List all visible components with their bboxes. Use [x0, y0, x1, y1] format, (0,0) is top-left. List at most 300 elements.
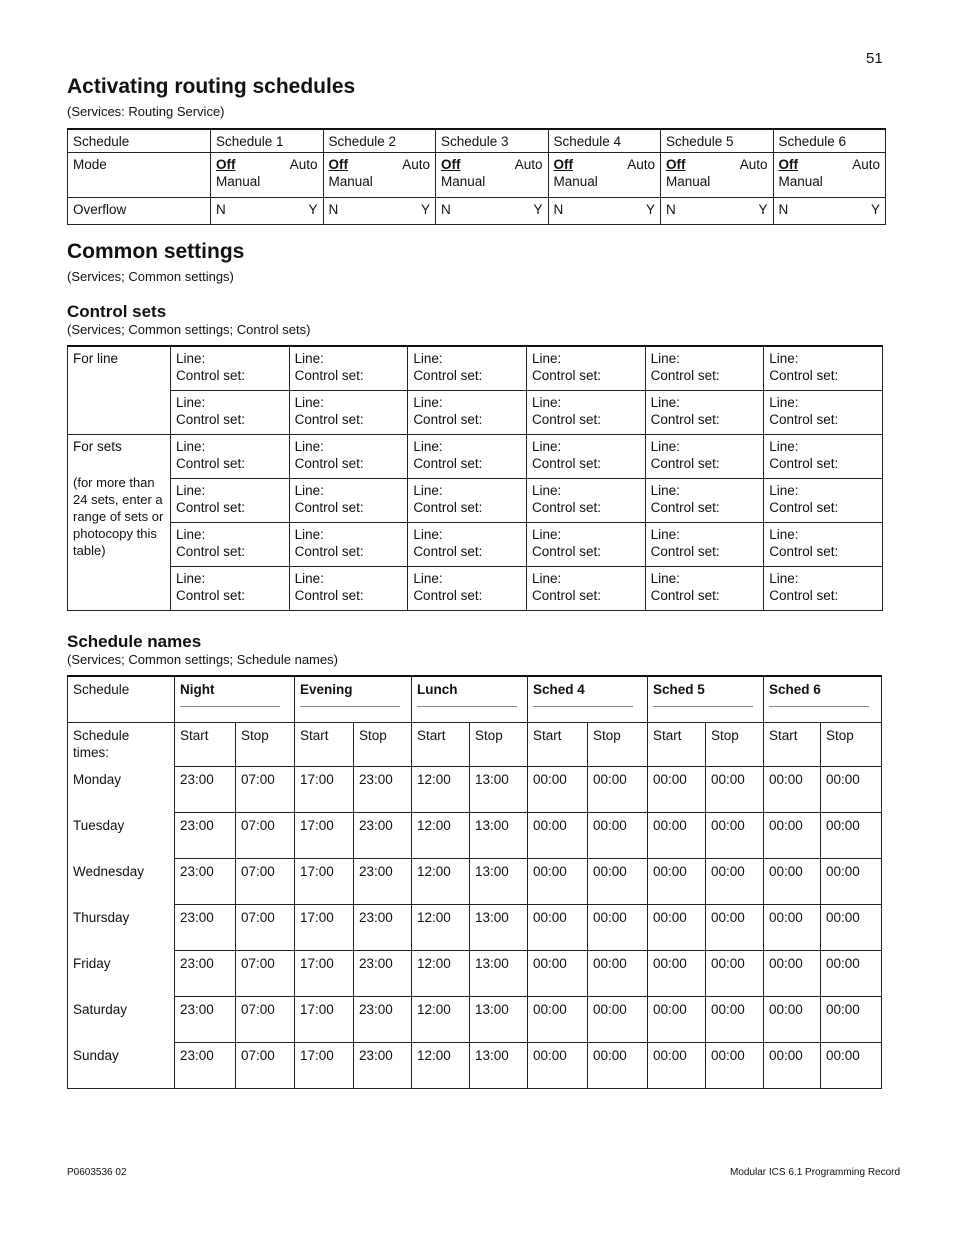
mode-auto-option[interactable]: Auto [514, 157, 543, 172]
line-label: Line: [413, 527, 443, 542]
line-label: Line: [531, 571, 562, 586]
overflow-y-option[interactable]: Y [533, 202, 543, 217]
name-underline [180, 698, 280, 707]
stop-time-cell[interactable]: 00:00 [821, 859, 882, 905]
routing-header-row [68, 129, 886, 153]
mode-manual-option[interactable]: Manual [666, 174, 711, 189]
line-label: Line: [176, 571, 206, 586]
line-label: Line: [294, 527, 324, 542]
stop-time-cell[interactable]: 23:00 [354, 951, 412, 997]
control-set-label: Control set: [413, 500, 483, 515]
line-label: Line: [769, 439, 799, 454]
line-label: Line: [413, 395, 443, 410]
control-set-label: Control set: [176, 588, 246, 603]
schedule-header: Schedule 1 [211, 129, 324, 153]
line-label: Line: [294, 395, 324, 410]
control-set-cell[interactable] [764, 479, 883, 523]
mode-off-option[interactable]: Off [778, 157, 798, 172]
control-set-label: Control set: [769, 412, 839, 427]
control-set-label: Control set: [413, 456, 483, 471]
day-row [68, 905, 882, 951]
start-time-cell[interactable]: 17:00 [295, 905, 354, 951]
line-label: Line: [769, 395, 799, 410]
line-label: Line: [531, 351, 562, 366]
control-set-cell[interactable] [408, 435, 527, 479]
schedule-name: Sched 5 [653, 682, 705, 697]
control-set-cell[interactable] [408, 479, 527, 523]
mode-auto-option[interactable]: Auto [289, 157, 318, 172]
start-time-cell[interactable]: 00:00 [528, 813, 588, 859]
stop-time-cell[interactable]: 00:00 [821, 951, 882, 997]
overflow-n-option[interactable]: N [666, 202, 676, 217]
control-set-cell[interactable] [645, 391, 764, 435]
schedule-names-subtitle: (Services; Common settings; Schedule names) [67, 652, 338, 667]
day-row [68, 767, 882, 813]
line-label: Line: [650, 439, 680, 454]
schedule-header: Schedule 5 [661, 129, 774, 153]
control-set-cell[interactable] [526, 391, 645, 435]
overflow-options [216, 201, 318, 218]
mode-off-option[interactable]: Off [216, 157, 236, 172]
section-subtitle-routing: (Services: Routing Service) [67, 104, 225, 119]
control-set-label: Control set: [769, 456, 839, 471]
stop-time-cell[interactable]: 00:00 [706, 1043, 764, 1089]
mode-options [441, 156, 543, 173]
line-label: Line: [413, 439, 443, 454]
control-set-label: Control set: [531, 456, 601, 471]
control-set-label: Control set: [176, 456, 246, 471]
control-set-label: Control set: [294, 500, 364, 515]
day-row [68, 951, 882, 997]
stop-time-cell[interactable]: 23:00 [354, 997, 412, 1043]
page-number: 51 [866, 50, 883, 67]
control-set-label: Control set: [176, 412, 246, 427]
start-time-cell[interactable]: 00:00 [764, 767, 821, 813]
overflow-label: Overflow [68, 198, 211, 225]
schedule-header: Schedule 6 [773, 129, 886, 153]
stop-time-cell[interactable]: 00:00 [821, 997, 882, 1043]
control-set-label: Control set: [650, 588, 720, 603]
control-set-cell[interactable] [408, 523, 527, 567]
control-set-label: Control set: [413, 588, 483, 603]
control-set-cell[interactable] [289, 479, 408, 523]
control-set-cell[interactable] [408, 346, 527, 391]
stop-time-cell[interactable]: 00:00 [821, 1043, 882, 1089]
schedule-name: Sched 4 [533, 682, 585, 697]
start-time-cell[interactable]: 00:00 [648, 905, 706, 951]
start-time-cell[interactable]: 00:00 [764, 1043, 821, 1089]
mode-auto-option[interactable]: Auto [852, 157, 880, 172]
line-label: Line: [650, 527, 680, 542]
mode-off-option[interactable]: Off [441, 157, 461, 172]
day-label: Thursday [68, 905, 175, 951]
name-underline [533, 698, 633, 707]
schedule-name: Sched 6 [769, 682, 821, 697]
start-time-cell[interactable]: 23:00 [175, 1043, 236, 1089]
control-set-cell[interactable] [764, 523, 883, 567]
for-sets-label-cell [68, 435, 171, 611]
start-header: Start [648, 723, 706, 767]
control-set-label: Control set: [769, 368, 839, 383]
line-label: Line: [294, 483, 324, 498]
control-set-cell[interactable] [645, 567, 764, 611]
stop-time-cell[interactable]: 23:00 [354, 905, 412, 951]
line-label: Line: [650, 483, 680, 498]
schedule-times-label: Schedule times: [68, 723, 175, 767]
control-set-label: Control set: [531, 544, 601, 559]
stop-time-cell[interactable]: 00:00 [588, 767, 648, 813]
start-time-cell[interactable]: 23:00 [175, 997, 236, 1043]
start-header: Start [412, 723, 470, 767]
control-set-cell[interactable] [171, 346, 290, 391]
section-title-common: Common settings [67, 240, 245, 263]
name-underline [300, 698, 400, 707]
start-time-cell[interactable]: 23:00 [175, 767, 236, 813]
control-set-label: Control set: [650, 544, 720, 559]
overflow-options [441, 201, 543, 218]
stop-time-cell[interactable]: 13:00 [470, 1043, 528, 1089]
control-set-cell[interactable] [408, 391, 527, 435]
start-time-cell[interactable]: 12:00 [412, 1043, 470, 1089]
stop-time-cell[interactable]: 07:00 [236, 951, 295, 997]
overflow-n-option[interactable]: N [441, 202, 451, 217]
overflow-y-option[interactable]: Y [308, 202, 318, 217]
for-sets-note: (for more than 24 sets, enter a range of sets or photocopy this table) [73, 475, 164, 558]
control-set-cell[interactable] [645, 523, 764, 567]
start-time-cell[interactable]: 23:00 [175, 859, 236, 905]
line-label: Line: [531, 395, 562, 410]
section-subtitle-common: (Services; Common settings) [67, 269, 234, 284]
line-label: Line: [294, 351, 324, 366]
stop-time-cell[interactable]: 00:00 [821, 767, 882, 813]
start-time-cell[interactable]: 00:00 [764, 905, 821, 951]
start-time-cell[interactable]: 12:00 [412, 767, 470, 813]
overflow-y-option[interactable]: Y [420, 202, 430, 217]
overflow-n-option[interactable]: N [216, 202, 226, 217]
header-label: Schedule [68, 129, 211, 153]
mode-off-option[interactable]: Off [553, 157, 573, 172]
mode-manual-option[interactable]: Manual [778, 174, 823, 189]
overflow-cell [323, 198, 436, 225]
mode-cell [211, 153, 324, 198]
start-time-cell[interactable]: 12:00 [412, 997, 470, 1043]
day-row [68, 1043, 882, 1089]
start-time-cell[interactable]: 00:00 [648, 859, 706, 905]
control-set-cell[interactable] [171, 567, 290, 611]
control-set-cell[interactable] [289, 346, 408, 391]
stop-time-cell[interactable]: 23:00 [354, 1043, 412, 1089]
control-set-label: Control set: [769, 500, 839, 515]
start-time-cell[interactable]: 00:00 [764, 859, 821, 905]
stop-time-cell[interactable]: 07:00 [236, 1043, 295, 1089]
start-time-cell[interactable]: 00:00 [648, 767, 706, 813]
control-set-cell[interactable] [764, 346, 883, 391]
start-time-cell[interactable]: 00:00 [528, 1043, 588, 1089]
start-time-cell[interactable]: 12:00 [412, 813, 470, 859]
control-set-label: Control set: [650, 456, 720, 471]
schedule-header-label: Schedule [68, 676, 175, 723]
day-label: Tuesday [68, 813, 175, 859]
stop-time-cell[interactable]: 07:00 [236, 767, 295, 813]
control-set-cell[interactable] [289, 567, 408, 611]
control-set-cell[interactable] [764, 391, 883, 435]
stop-time-cell[interactable]: 00:00 [588, 813, 648, 859]
start-time-cell[interactable]: 00:00 [528, 951, 588, 997]
overflow-options [554, 201, 656, 218]
overflow-cell [211, 198, 324, 225]
stop-time-cell[interactable]: 23:00 [354, 767, 412, 813]
stop-header: Stop [236, 723, 295, 767]
start-time-cell[interactable]: 00:00 [528, 905, 588, 951]
day-row [68, 859, 882, 905]
control-set-label: Control set: [769, 588, 839, 603]
line-label: Line: [176, 351, 206, 366]
stop-header: Stop [706, 723, 764, 767]
stop-time-cell[interactable]: 00:00 [706, 905, 764, 951]
overflow-cell [436, 198, 549, 225]
start-time-cell[interactable]: 00:00 [648, 997, 706, 1043]
start-time-cell[interactable]: 00:00 [648, 813, 706, 859]
overflow-options [329, 201, 431, 218]
stop-time-cell[interactable]: 13:00 [470, 951, 528, 997]
stop-time-cell[interactable]: 00:00 [821, 905, 882, 951]
mode-auto-option[interactable]: Auto [402, 157, 430, 172]
control-set-cell[interactable] [526, 435, 645, 479]
control-set-label: Control set: [413, 368, 483, 383]
start-time-cell[interactable]: 00:00 [648, 1043, 706, 1089]
start-time-cell[interactable]: 12:00 [412, 905, 470, 951]
mode-options [216, 156, 318, 173]
section-title-routing: Activating routing schedules [67, 75, 356, 98]
stop-time-cell[interactable]: 23:00 [354, 813, 412, 859]
line-label: Line: [769, 483, 799, 498]
overflow-cell [548, 198, 661, 225]
mode-off-option[interactable]: Off [666, 157, 686, 172]
start-time-cell[interactable]: 00:00 [648, 951, 706, 997]
start-time-cell[interactable]: 17:00 [295, 813, 354, 859]
stop-time-cell[interactable]: 07:00 [236, 859, 295, 905]
overflow-n-option[interactable]: N [553, 202, 564, 217]
day-label: Monday [68, 767, 175, 813]
stop-time-cell[interactable]: 00:00 [588, 997, 648, 1043]
control-set-label: Control set: [294, 456, 364, 471]
stop-time-cell[interactable]: 00:00 [706, 767, 764, 813]
start-time-cell[interactable]: 17:00 [295, 1043, 354, 1089]
start-header: Start [528, 723, 588, 767]
mode-cell [773, 153, 886, 198]
mode-options [666, 156, 768, 173]
start-time-cell[interactable]: 23:00 [175, 951, 236, 997]
stop-time-cell[interactable]: 07:00 [236, 997, 295, 1043]
start-time-cell[interactable]: 23:00 [175, 905, 236, 951]
mode-auto-option[interactable]: Auto [739, 157, 768, 172]
start-time-cell[interactable]: 00:00 [764, 997, 821, 1043]
line-label: Line: [650, 395, 680, 410]
control-set-cell[interactable] [645, 435, 764, 479]
stop-time-cell[interactable]: 13:00 [470, 813, 528, 859]
stop-time-cell[interactable]: 00:00 [821, 813, 882, 859]
control-set-cell[interactable] [171, 435, 290, 479]
overflow-n-option[interactable]: N [328, 202, 339, 217]
schedule-name-cell[interactable] [648, 676, 764, 723]
control-set-cell[interactable] [171, 391, 290, 435]
stop-time-cell[interactable]: 00:00 [706, 951, 764, 997]
schedule-name-cell[interactable] [528, 676, 648, 723]
stop-time-cell[interactable]: 13:00 [470, 905, 528, 951]
day-label: Friday [68, 951, 175, 997]
control-set-label: Control set: [650, 412, 720, 427]
day-label: Wednesday [68, 859, 175, 905]
control-set-label: Control set: [413, 412, 483, 427]
overflow-y-option[interactable]: Y [645, 202, 655, 217]
line-label: Line: [769, 527, 799, 542]
overflow-n-option[interactable]: N [778, 202, 789, 217]
schedule-name-cell[interactable] [295, 676, 412, 723]
start-time-cell[interactable]: 00:00 [764, 951, 821, 997]
control-sets-subtitle: (Services; Common settings; Control sets) [67, 322, 311, 337]
start-header: Start [295, 723, 354, 767]
mode-cell [661, 153, 774, 198]
schedule-name: Night [180, 682, 215, 697]
control-set-label: Control set: [176, 500, 246, 515]
stop-time-cell[interactable]: 13:00 [470, 859, 528, 905]
stop-header: Stop [821, 723, 882, 767]
line-label: Line: [294, 571, 324, 586]
start-time-cell[interactable]: 23:00 [175, 813, 236, 859]
mode-manual-option[interactable]: Manual [216, 174, 261, 189]
control-set-row [68, 391, 883, 435]
line-label: Line: [531, 483, 562, 498]
line-label: Line: [176, 439, 206, 454]
control-set-cell[interactable] [289, 523, 408, 567]
control-set-cell[interactable] [526, 479, 645, 523]
control-set-cell[interactable] [289, 391, 408, 435]
control-set-label: Control set: [650, 368, 720, 383]
overflow-options [779, 201, 881, 218]
line-label: Line: [769, 571, 799, 586]
control-set-cell[interactable] [645, 479, 764, 523]
control-set-label: Control set: [294, 544, 364, 559]
name-underline [653, 698, 753, 707]
line-label: Line: [531, 439, 562, 454]
control-set-cell[interactable] [526, 567, 645, 611]
stop-time-cell[interactable]: 23:00 [354, 859, 412, 905]
control-set-row [68, 479, 883, 523]
overflow-cell [661, 198, 774, 225]
control-set-cell[interactable] [645, 346, 764, 391]
line-label: Line: [176, 527, 206, 542]
control-set-label: Control set: [294, 412, 364, 427]
control-set-label: Control set: [531, 412, 601, 427]
schedule-name-cell[interactable] [175, 676, 295, 723]
schedule-header: Schedule 2 [323, 129, 436, 153]
start-time-cell[interactable]: 00:00 [528, 997, 588, 1043]
start-time-cell[interactable]: 17:00 [295, 859, 354, 905]
line-label: Line: [650, 351, 680, 366]
start-header: Start [764, 723, 821, 767]
line-label: Line: [650, 571, 680, 586]
mode-manual-option[interactable]: Manual [328, 174, 373, 189]
schedule-names-title: Schedule names [67, 632, 202, 651]
start-time-cell[interactable]: 17:00 [295, 767, 354, 813]
name-underline [769, 698, 869, 707]
overflow-y-option[interactable]: Y [758, 202, 768, 217]
control-set-cell[interactable] [408, 567, 527, 611]
line-label: Line: [176, 395, 206, 410]
mode-options [779, 156, 881, 173]
control-set-cell[interactable] [171, 479, 290, 523]
schedule-name-cell[interactable] [412, 676, 528, 723]
mode-row [68, 153, 886, 198]
schedule-header: Schedule 3 [436, 129, 549, 153]
control-set-label: Control set: [769, 544, 839, 559]
overflow-row [68, 198, 886, 225]
start-time-cell[interactable]: 00:00 [528, 859, 588, 905]
control-sets-title: Control sets [67, 302, 167, 321]
schedule-times-row [68, 723, 882, 767]
control-set-label: Control set: [531, 368, 601, 383]
line-label: Line: [531, 527, 562, 542]
mode-manual-option[interactable]: Manual [553, 174, 598, 189]
day-label: Sunday [68, 1043, 175, 1089]
overflow-y-option[interactable]: Y [870, 202, 880, 217]
stop-time-cell[interactable]: 00:00 [588, 859, 648, 905]
for-line-label: For line [68, 346, 171, 435]
control-set-cell[interactable] [764, 567, 883, 611]
stop-time-cell[interactable]: 00:00 [588, 1043, 648, 1089]
day-label: Saturday [68, 997, 175, 1043]
mode-off-option[interactable]: Off [328, 157, 348, 172]
start-time-cell[interactable]: 12:00 [412, 951, 470, 997]
stop-time-cell[interactable]: 07:00 [236, 905, 295, 951]
mode-auto-option[interactable]: Auto [627, 157, 655, 172]
stop-header: Stop [470, 723, 528, 767]
line-label: Line: [294, 439, 324, 454]
start-time-cell[interactable]: 17:00 [295, 951, 354, 997]
schedule-names-header-row [68, 676, 882, 723]
schedule-names-table [67, 675, 882, 1089]
control-set-cell[interactable] [764, 435, 883, 479]
schedule-header: Schedule 4 [548, 129, 661, 153]
start-time-cell[interactable]: 00:00 [764, 813, 821, 859]
stop-time-cell[interactable]: 07:00 [236, 813, 295, 859]
control-set-cell[interactable] [526, 346, 645, 391]
control-set-cell[interactable] [171, 523, 290, 567]
schedule-name-cell[interactable] [764, 676, 882, 723]
stop-time-cell[interactable]: 00:00 [706, 813, 764, 859]
stop-time-cell[interactable]: 13:00 [470, 767, 528, 813]
footer-doc-title: Modular ICS 6.1 Programming Record [730, 1167, 901, 1178]
control-set-row [68, 435, 883, 479]
stop-time-cell[interactable]: 00:00 [706, 997, 764, 1043]
mode-manual-option[interactable]: Manual [441, 174, 486, 189]
start-time-cell[interactable]: 17:00 [295, 997, 354, 1043]
control-set-label: Control set: [413, 544, 483, 559]
start-time-cell[interactable]: 12:00 [412, 859, 470, 905]
start-time-cell[interactable]: 00:00 [528, 767, 588, 813]
schedule-name: Evening [300, 682, 353, 697]
stop-time-cell[interactable]: 00:00 [588, 905, 648, 951]
overflow-options [666, 201, 768, 218]
mode-cell [323, 153, 436, 198]
stop-time-cell[interactable]: 00:00 [706, 859, 764, 905]
control-set-cell[interactable] [289, 435, 408, 479]
stop-time-cell[interactable]: 00:00 [588, 951, 648, 997]
stop-time-cell[interactable]: 13:00 [470, 997, 528, 1043]
control-set-row [68, 567, 883, 611]
line-label: Line: [413, 483, 443, 498]
control-set-cell[interactable] [526, 523, 645, 567]
